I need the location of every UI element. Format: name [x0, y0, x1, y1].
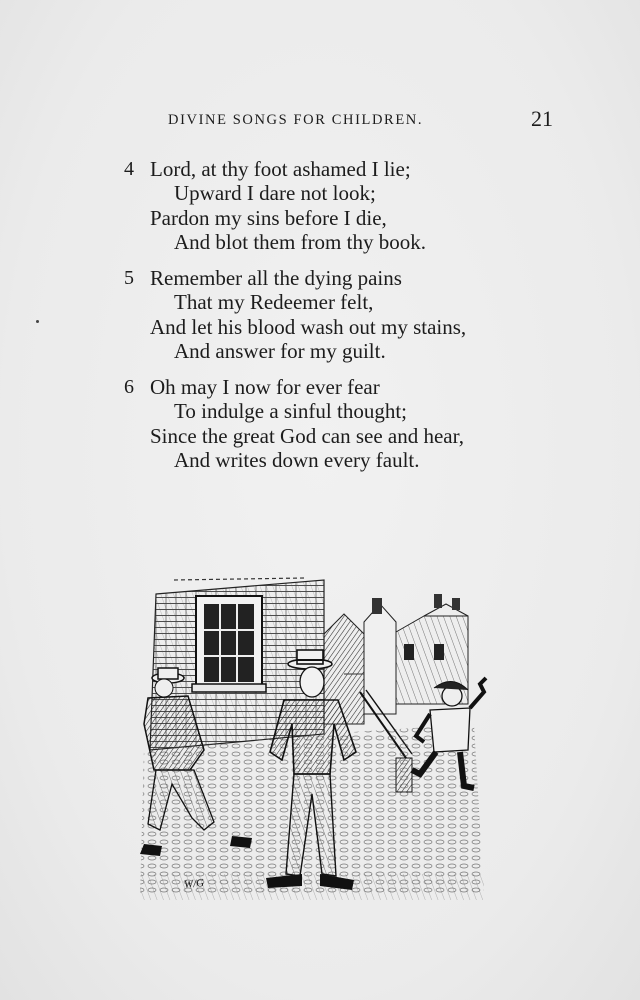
line-text: That my Redeemer felt,: [174, 290, 374, 315]
line-text: Since the great God can see and hear,: [150, 423, 465, 448]
stanza-number: 4: [124, 158, 134, 180]
line-text: Remember all the dying pains: [150, 266, 402, 290]
line-text: Pardon my sins before I die,: [150, 205, 387, 230]
stanza-line: [124, 448, 564, 472]
stanza-line: [124, 181, 564, 205]
stanza-4: [124, 157, 564, 255]
engraver-signature: W/G: [183, 876, 205, 892]
stanza-line: [124, 399, 564, 423]
line-text: And writes down every fault.: [174, 448, 420, 473]
window: [192, 596, 266, 692]
engraving-illustration: [134, 574, 490, 900]
stanza-line: [124, 157, 564, 181]
paper-speck: [36, 320, 39, 323]
line-text: And let his blood wash out my stains,: [150, 314, 467, 339]
stanza-line: [124, 375, 564, 399]
stanza-line: [124, 424, 564, 448]
line-text: Lord, at thy foot ashamed I lie;: [150, 157, 411, 181]
line-text: And answer for my guilt.: [174, 339, 386, 364]
running-title: DIVINE SONGS FOR CHILDREN.: [168, 112, 424, 128]
stanza-line: [124, 230, 564, 254]
stanza-line: [124, 315, 564, 339]
line-text: Oh may I now for ever fear: [150, 375, 380, 399]
stanza-line: [124, 266, 564, 290]
stanza-line: [124, 290, 564, 314]
line-text: To indulge a sinful thought;: [174, 399, 408, 424]
stanza-5: [124, 266, 564, 364]
stanza-line: [124, 206, 564, 230]
stanza-number: 6: [124, 376, 134, 398]
line-text: Upward I dare not look;: [174, 181, 376, 206]
page-number: 21: [531, 106, 553, 131]
line-text: And blot them from thy book.: [174, 230, 426, 255]
stanza-number: 5: [124, 267, 134, 289]
stanza-line: [124, 339, 564, 363]
stanza-6: [124, 375, 564, 473]
